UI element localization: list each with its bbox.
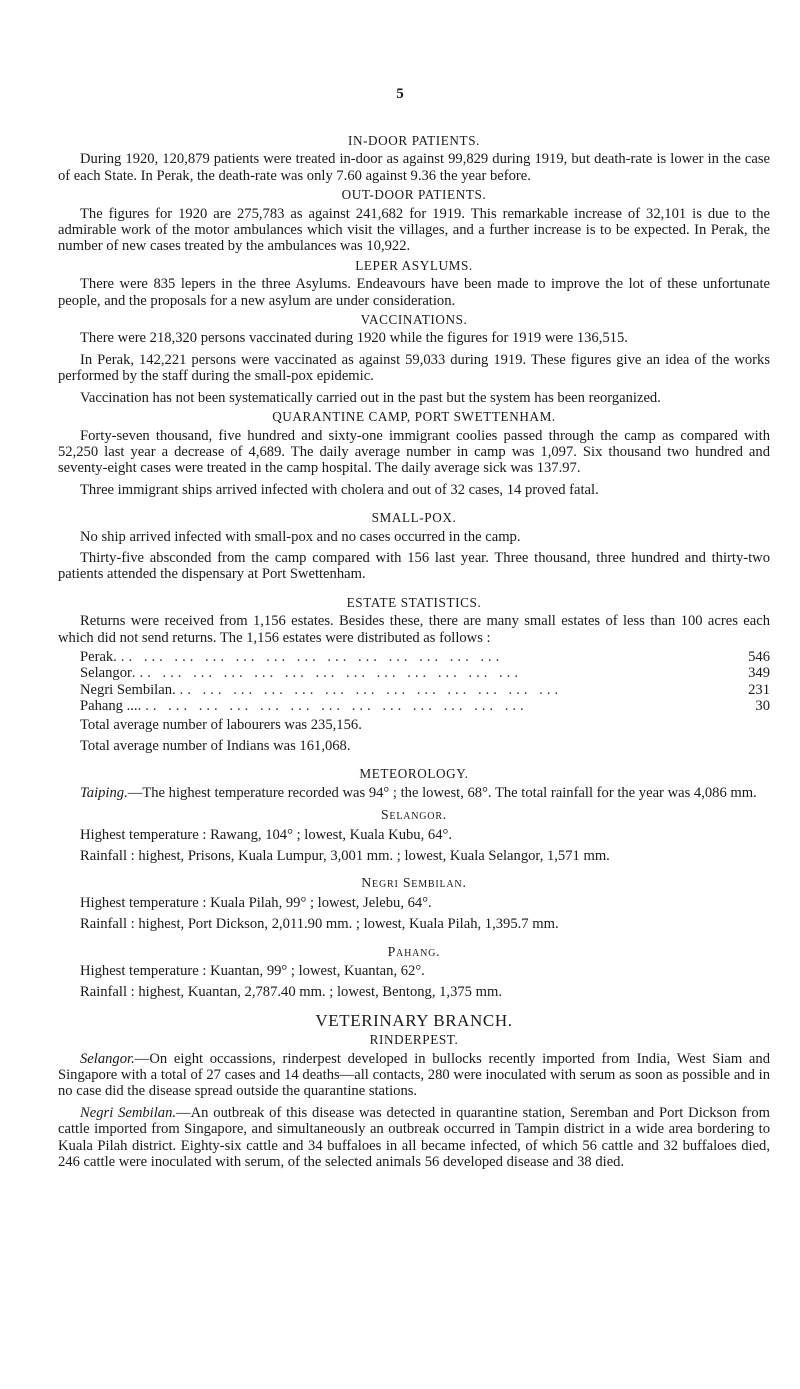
negri-sembilan-label: Negri Sembilan.	[80, 1104, 177, 1121]
leader-dots: ... ... ... ... ... ... ... ... ... ... ... ... ...	[113, 648, 504, 665]
paragraph: Total average number of Indians was 161,068.	[80, 737, 351, 754]
heading-vaccinations: VACCINATIONS.	[360, 312, 468, 328]
table-row	[58, 649, 770, 665]
heading-veterinary-branch: VETERINARY BRANCH.	[315, 1010, 513, 1030]
paragraph: Highest temperature : Rawang, 104° ; lowest, Kuala Kubu, 64°.	[80, 826, 452, 843]
state-name: Pahang ...	[80, 698, 138, 715]
paragraph: Highest temperature : Kuala Pilah, 99° ; lowest, Jelebu, 64°.	[80, 894, 432, 911]
heading-negri-sembilan: Negri Sembilan.	[361, 875, 467, 891]
table-row	[58, 665, 770, 681]
heading-indoor-patients: IN-DOOR PATIENTS.	[347, 133, 481, 148]
paragraph: Vaccination has not been systematically carried out in the past but the system has been reorganized.	[80, 389, 661, 406]
heading-quarantine-camp: QUARANTINE CAMP, PORT SWETTENHAM.	[272, 409, 556, 425]
estate-distribution-table	[58, 649, 770, 715]
heading-pahang: Pahang.	[387, 943, 441, 959]
paragraph-negri-rinderpest	[58, 1105, 770, 1171]
paragraph-selangor-rinderpest	[58, 1051, 770, 1100]
paragraph: In Perak, 142,221 persons were vaccinated as against 59,033 during 1919. These figures give an idea of the works performed by the staff during the small-pox epidemic.	[58, 351, 770, 385]
state-name: Selangor	[80, 665, 132, 682]
paragraph-taiping	[58, 785, 770, 801]
leader-dots: ... ... ... ... ... ... ... ... ... ... ... ... ...	[131, 665, 522, 682]
heading-outdoor-patients: OUT-DOOR PATIENTS.	[341, 187, 487, 203]
paragraph: Returns were received from 1,156 estates. Besides these, there are many small estates of less than 100 acres each which did not send returns. The 1,156 estates were distributed as follows :	[58, 613, 770, 646]
paragraph: Rainfall : highest, Prisons, Kuala Lumpur, 3,001 mm. ; lowest, Kuala Selangor, 1,571 mm.	[80, 847, 610, 864]
estate-count: 546	[748, 648, 770, 665]
paragraph: There were 218,320 persons vaccinated during 1920 while the figures for 1919 were 136,515.	[80, 330, 628, 347]
leader-dots: ... ... ... ... ... ... ... ... ... ... ... ... ...	[172, 681, 563, 698]
estate-count: 231	[748, 681, 770, 698]
state-name: Negri Sembilan	[80, 681, 173, 698]
paragraph: Rainfall : highest, Port Dickson, 2,011.90 mm. ; lowest, Kuala Pilah, 1,395.7 mm.	[80, 916, 559, 933]
paragraph: During 1920, 120,879 patients were treated in-door as against 99,829 during 1919, but death-rate is lower in the case of each State. In Perak, the death-rate was only 7.60 against 9.36 the year before.	[58, 151, 770, 184]
selangor-text: —On eight occassions, rinderpest developed in bullocks recently imported from India, West Siam and Singapore with a total of 27 cases and 14 deaths—all contacts, 280 were inoculated with serum as soon as possible and in no case did the disease spread outside the quarantine stations.	[58, 1050, 770, 1100]
estate-count: 30	[755, 698, 770, 715]
taiping-label: Taiping.	[80, 784, 128, 801]
paragraph: Total average number of labourers was 235,156.	[80, 716, 362, 733]
heading-rinderpest: RINDERPEST.	[369, 1032, 459, 1048]
heading-leper-asylums: LEPER ASYLUMS.	[355, 257, 473, 273]
leader-dots: ... ... ... ... ... ... ... ... ... ... ... ... ...	[137, 698, 528, 715]
estate-count: 349	[748, 665, 770, 682]
table-row	[58, 682, 770, 698]
taiping-text: —The highest temperature recorded was 94° ; the lowest, 68°. The total rainfall for the year was 4,086 mm.	[127, 784, 757, 801]
paragraph: Thirty-five absconded from the camp compared with 156 last year. Three thousand, three hundred and thirty-two patients attended the dispensary at Port Swettenham.	[58, 549, 770, 583]
paragraph: Rainfall : highest, Kuantan, 2,787.40 mm. ; lowest, Bentong, 1,375 mm.	[80, 984, 502, 1001]
paragraph: Forty-seven thousand, five hundred and sixty-one immigrant coolies passed through the camp as compared with 52,250 last year a decrease of 4,689. The daily average number in camp was 1,097. Six thousand two hundred and seventy-eight cases were treated in the camp hospital. The daily average sick was 137.97.	[58, 427, 770, 477]
heading-selangor: Selangor.	[380, 807, 448, 823]
paragraph: Highest temperature : Kuantan, 99° ; lowest, Kuantan, 62°.	[80, 963, 425, 979]
heading-small-pox: SMALL-POX.	[371, 510, 457, 526]
state-name: Perak	[80, 648, 114, 665]
page-body	[58, 130, 770, 1170]
negri-sembilan-text: —An outbreak of this disease was detected in quarantine station, Seremban and Port Dickson from cattle imported from Singapore, and simultaneously an outbreak occurred in Tampin district in a wide area bordering to Kuala Pilah district. Eighty-six cattle and 34 buffaloes in all became infected, of which 56 cattle and 32 buffaloes died, 246 cattle were inoculated with serum, of the selected animals 56 developed disease and 38 died.	[58, 1104, 770, 1171]
paragraph: No ship arrived infected with small-pox and no cases occurred in the camp.	[80, 528, 521, 545]
paragraph: The figures for 1920 are 275,783 as against 241,682 for 1919. This remarkable increase of 32,101 is due to the admirable work of the motor ambulances which visit the villages, and a further increase is to be expected. In Perak, the number of new cases treated by the ambulances was 10,922.	[58, 205, 770, 255]
paragraph: There were 835 lepers in the three Asylums. Endeavours have been made to improve the lot of these unfortunate people, and the proposals for a new asylum are under consideration.	[58, 276, 770, 309]
page-number: 5	[396, 86, 404, 102]
heading-estate-statistics: ESTATE STATISTICS.	[346, 594, 482, 610]
paragraph: Three immigrant ships arrived infected with cholera and out of 32 cases, 14 proved fatal.	[80, 481, 599, 498]
table-row	[58, 698, 770, 714]
selangor-label: Selangor.	[80, 1050, 135, 1067]
heading-meteorology: METEOROLOGY.	[359, 766, 469, 782]
